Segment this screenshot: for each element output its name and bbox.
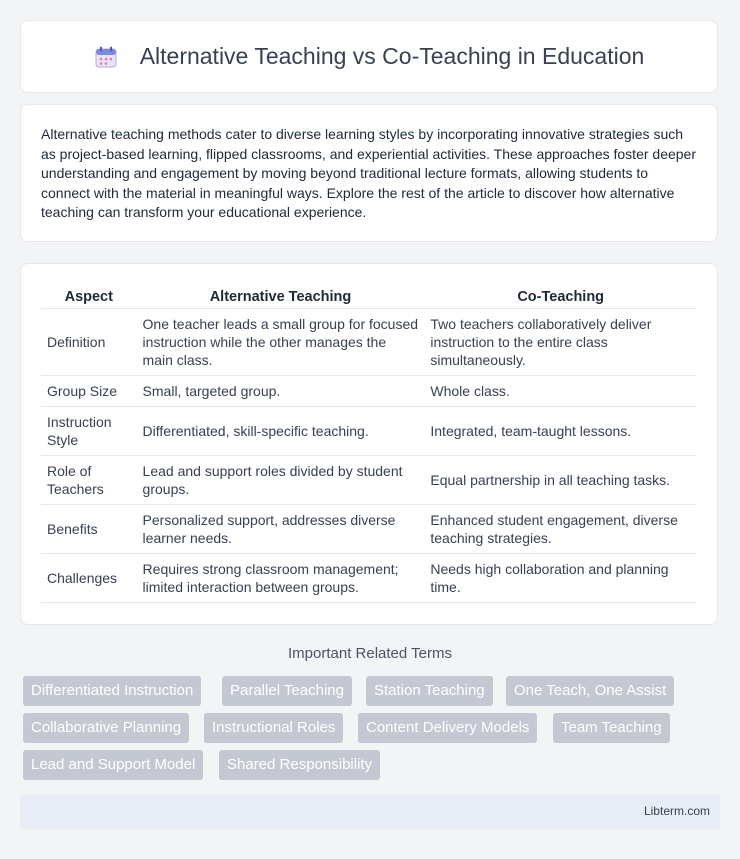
table-row <box>41 309 697 376</box>
table-row <box>41 505 697 554</box>
table-row <box>41 376 697 407</box>
row-aspect: Benefits <box>41 505 137 554</box>
table-row <box>41 554 697 603</box>
footer-site-link[interactable]: Libterm.com <box>643 804 710 818</box>
row-alternative: Small, targeted group. <box>137 376 425 407</box>
intro-card <box>20 104 718 242</box>
related-term-tag[interactable]: Shared Responsibility <box>219 750 380 780</box>
row-aspect: Role of Teachers <box>41 456 137 505</box>
header-co-teaching: Co-Teaching <box>424 286 697 309</box>
related-term-tag[interactable]: Station Teaching <box>366 676 493 706</box>
header-aspect: Aspect <box>41 286 137 309</box>
table-row <box>41 407 697 456</box>
intro-text: Alternative teaching methods cater to diverse learning styles by incorporating innovative strategies such as project-based learning, flipped classrooms, and experiential activities. These approaches foster deeper understanding and engagement by moving beyond traditional lecture formats, allowing students to connect with the material in meaningful ways. Explore the rest of the article to discover how alternative teaching can transform your educational experience. <box>41 126 696 220</box>
row-alternative: Personalized support, addresses diverse learner needs. <box>137 505 425 554</box>
row-co-teaching: Integrated, team-taught lessons. <box>424 407 697 456</box>
row-aspect: Definition <box>41 309 137 376</box>
comparison-card <box>20 263 718 625</box>
calendar-icon <box>94 45 118 69</box>
title-card <box>20 20 718 93</box>
related-term-tag[interactable]: Instructional Roles <box>204 713 343 743</box>
table-row <box>41 456 697 505</box>
row-aspect: Instruction Style <box>41 407 137 456</box>
row-co-teaching: Whole class. <box>424 376 697 407</box>
row-co-teaching: Needs high collaboration and planning time. <box>424 554 697 603</box>
related-term-tag[interactable]: Team Teaching <box>553 713 670 743</box>
row-aspect: Group Size <box>41 376 137 407</box>
row-alternative: Requires strong classroom management; limited interaction between groups. <box>137 554 425 603</box>
footer <box>20 795 720 829</box>
related-term-tag[interactable]: Content Delivery Models <box>358 713 537 743</box>
row-aspect: Challenges <box>41 554 137 603</box>
row-alternative: One teacher leads a small group for focused instruction while the other manages the main class. <box>137 309 425 376</box>
comparison-table <box>41 286 697 603</box>
row-alternative: Lead and support roles divided by student groups. <box>137 456 425 505</box>
table-header-row <box>41 286 697 309</box>
related-term-tag[interactable]: One Teach, One Assist <box>506 676 674 706</box>
header-alternative-teaching: Alternative Teaching <box>137 286 425 309</box>
related-terms-title: Important Related Terms <box>288 645 452 662</box>
related-term-tag[interactable]: Lead and Support Model <box>23 750 203 780</box>
row-alternative: Differentiated, skill-specific teaching. <box>137 407 425 456</box>
row-co-teaching: Two teachers collaboratively deliver instruction to the entire class simultaneously. <box>424 309 697 376</box>
row-co-teaching: Enhanced student engagement, diverse teaching strategies. <box>424 505 697 554</box>
row-co-teaching: Equal partnership in all teaching tasks. <box>424 456 697 505</box>
related-term-tag[interactable]: Differentiated Instruction <box>23 676 201 706</box>
page-title: Alternative Teaching vs Co-Teaching in Education <box>139 43 645 69</box>
related-term-tag[interactable]: Parallel Teaching <box>222 676 352 706</box>
related-term-tag[interactable]: Collaborative Planning <box>23 713 189 743</box>
